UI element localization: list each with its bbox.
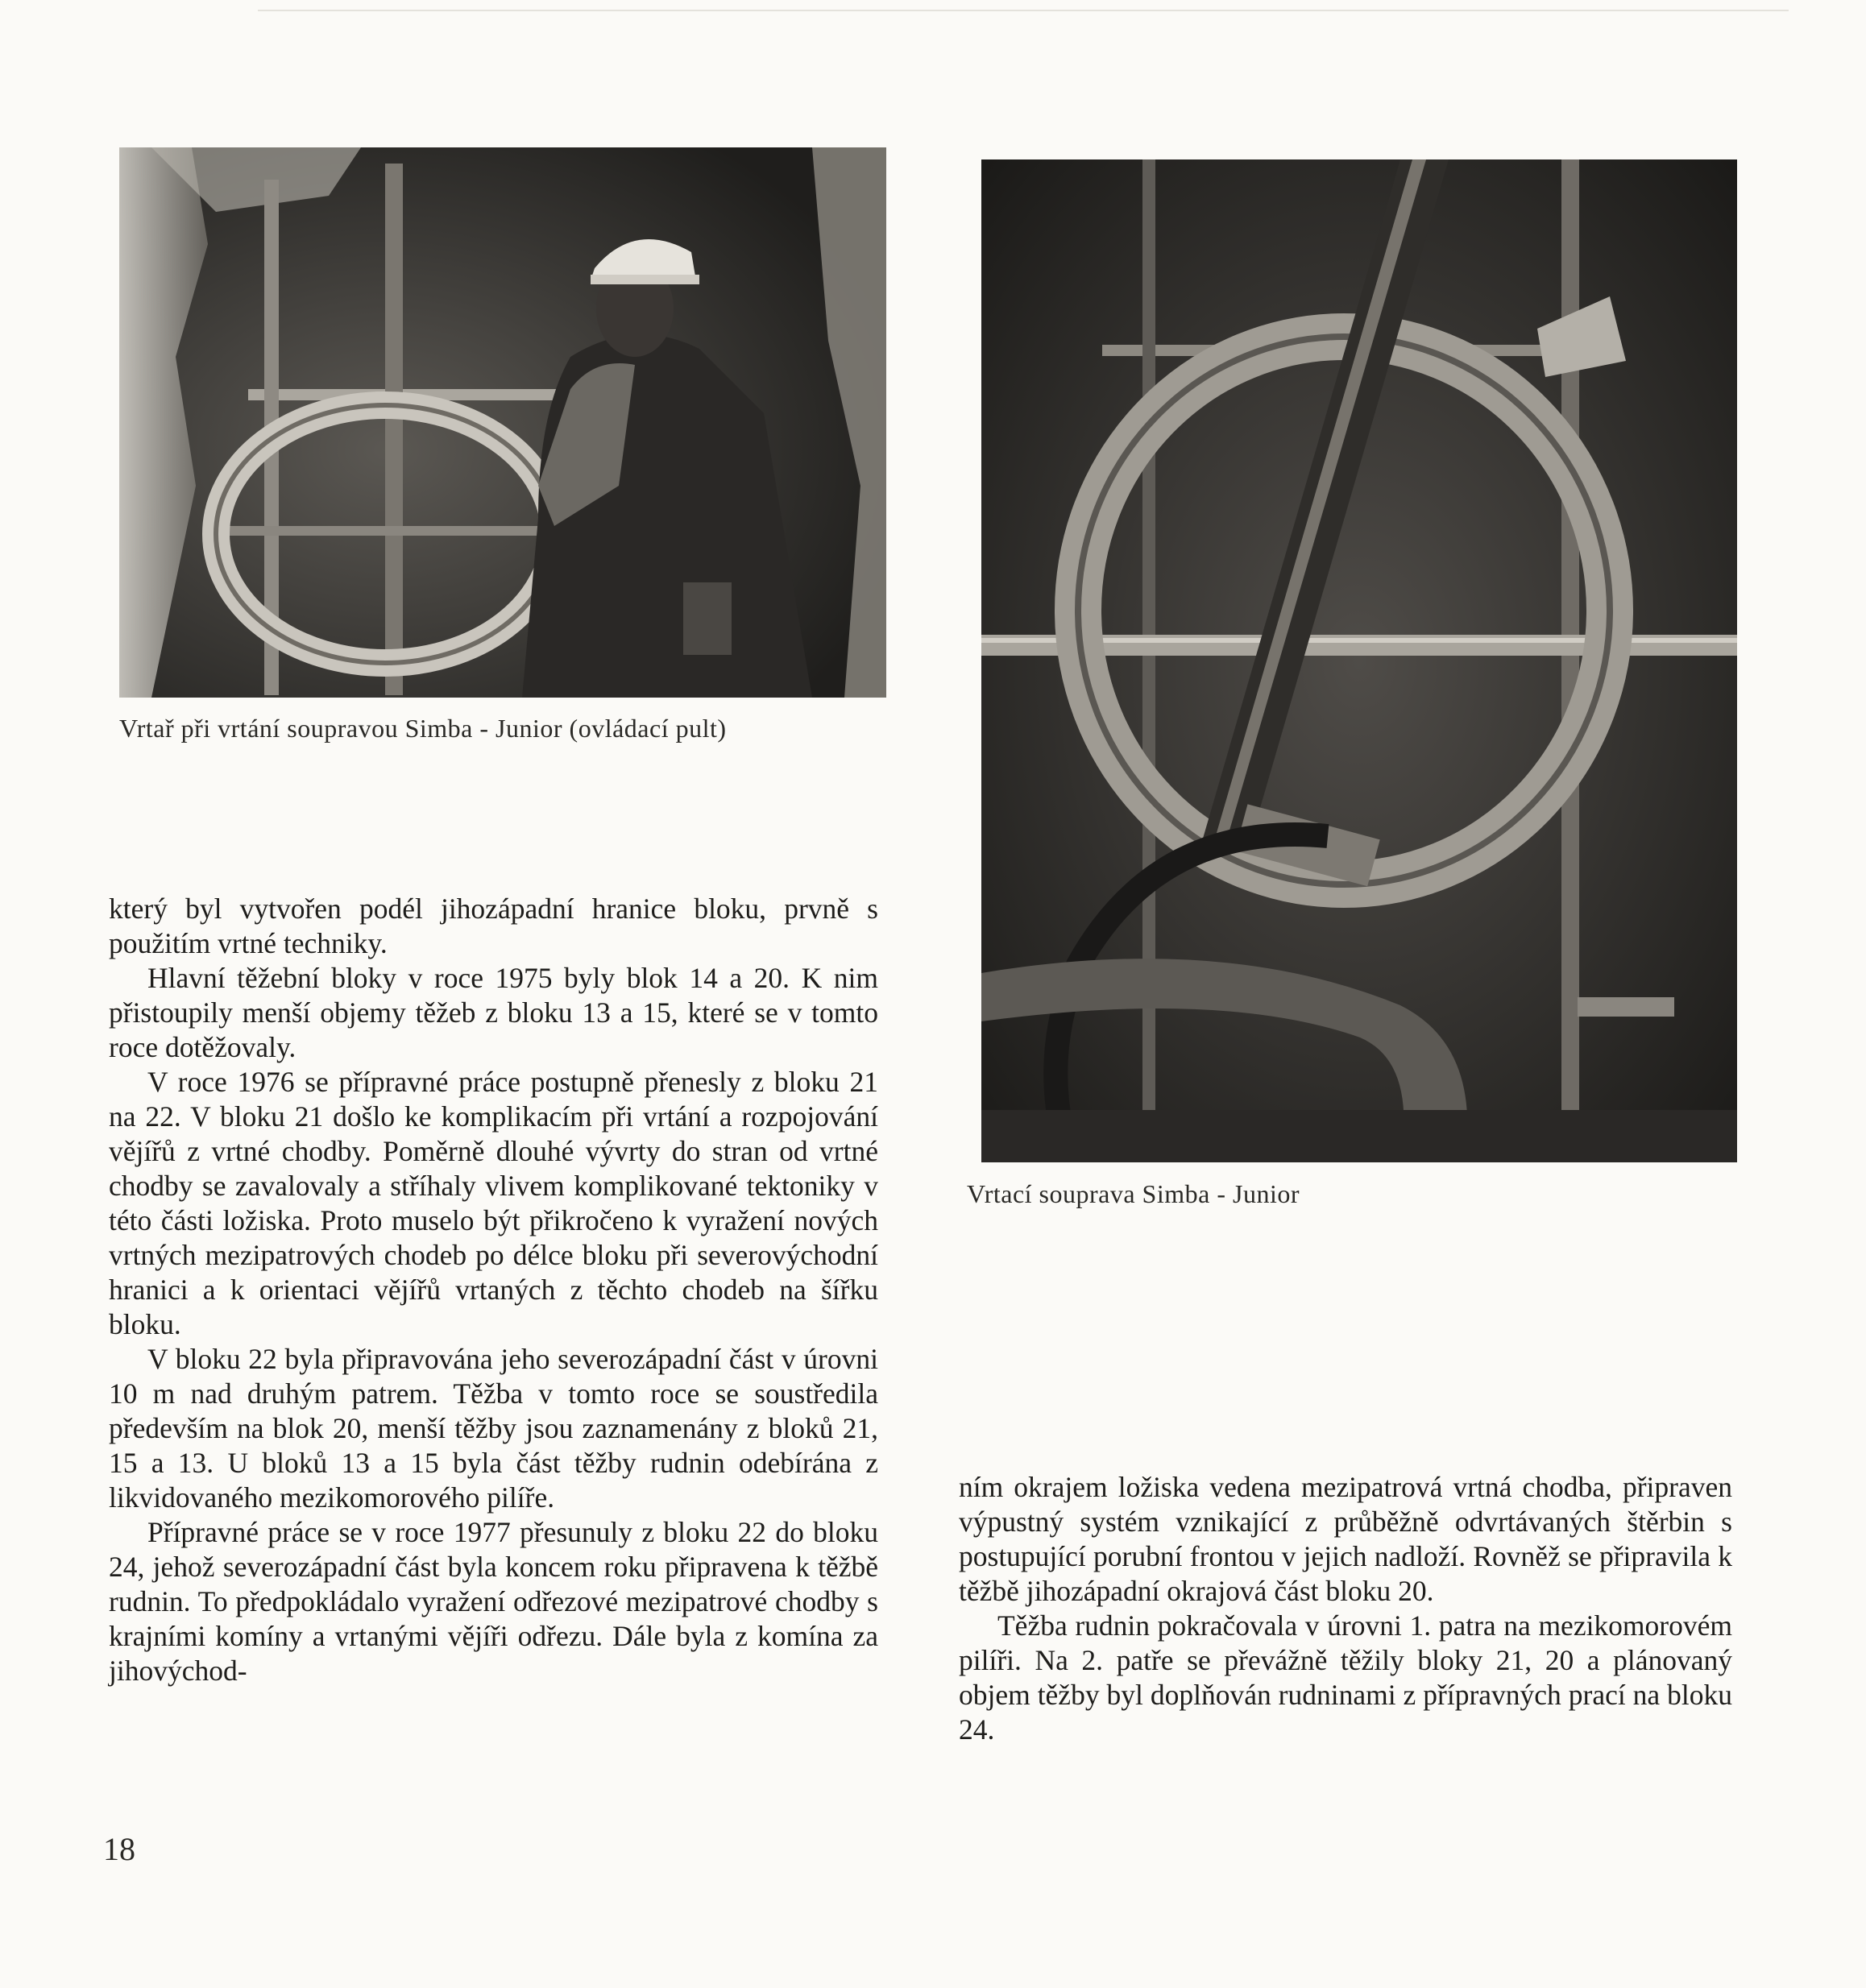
paragraph: Přípravné práce se v roce 1977 přesunuly z bloku 22 do bloku 24, jehož severozápadní část byla koncem roku připravena k těžbě rudnin. To předpokládalo vyražení odřezové mezipatrové chodby s krajními komíny a vrtanými vějíři odřezu. Dále byla z komína za jihovýchod-	[109, 1516, 878, 1687]
photo-driller-control-panel	[119, 147, 886, 698]
paragraph: Hlavní těžební bloky v roce 1975 byly blok 14 a 20. K nim přistoupily menší objemy těžeb z bloku 13 a 15, které se v tomto roce dotěžovaly.	[109, 962, 878, 1063]
paragraph: V bloku 22 byla připravována jeho severozápadní část v úrovni 10 m nad druhým patrem. Těžba v tomto roce se soustředila především na blok 20, menší těžby jsou zaznamenány z bloků 21, 15 a 13. U bloků 13 a 15 byla část těžby rudnin odebírána z likvidovaného mezikomorového pilíře.	[109, 1343, 878, 1514]
paragraph: ním okrajem ložiska vedena mezipatrová vrtná chodba, připraven výpustný systém vznikající z průběžně odvrtávaných štěrbin s postupující porubní frontou v jejich nadloží. Rovněž se připravila k těžbě jihozápadní okrajová část bloku 20.	[959, 1471, 1732, 1607]
photo-caption-right: Vrtací souprava Simba - Junior	[967, 1179, 1300, 1208]
photo-rig-image	[981, 159, 1737, 1162]
paragraph: který byl vytvořen podél jihozápadní hranice bloku, prvně s použitím vrtné techniky.	[109, 893, 878, 959]
photo-caption-left: Vrtař při vrtání soupravou Simba - Junior (ovládací pult)	[119, 714, 727, 743]
text-column-right	[959, 1470, 1732, 1747]
page-edge-rule	[258, 10, 1789, 11]
photo-driller-image	[119, 147, 886, 698]
text-column-left	[109, 892, 878, 1688]
page-number: 18	[103, 1831, 135, 1867]
paragraph: V roce 1976 se přípravné práce postupně přenesly z bloku 21 na 22. V bloku 21 došlo ke komplikacím při vrtání a rozpojování vějířů z vrtné chodby. Poměrně dlouhé vývrty do stran od vrtné chodby se zavalovaly a stříhaly vlivem komplikované tektoniky v této části ložiska. Proto muselo být přikročeno k vyražení nových vrtných mezipatrových chodeb po délce bloku při severovýchodní hranici a k orientaci vějířů vrtaných z těchto chodeb na šířku bloku.	[109, 1066, 878, 1340]
photo-drilling-rig	[981, 159, 1737, 1162]
paragraph: Těžba rudnin pokračovala v úrovni 1. patra na mezikomorovém pilíři. Na 2. patře se převážně těžily bloky 21, 20 a plánovaný objem těžby byl doplňován rudninami z přípravných prací na bloku 24.	[959, 1609, 1732, 1746]
